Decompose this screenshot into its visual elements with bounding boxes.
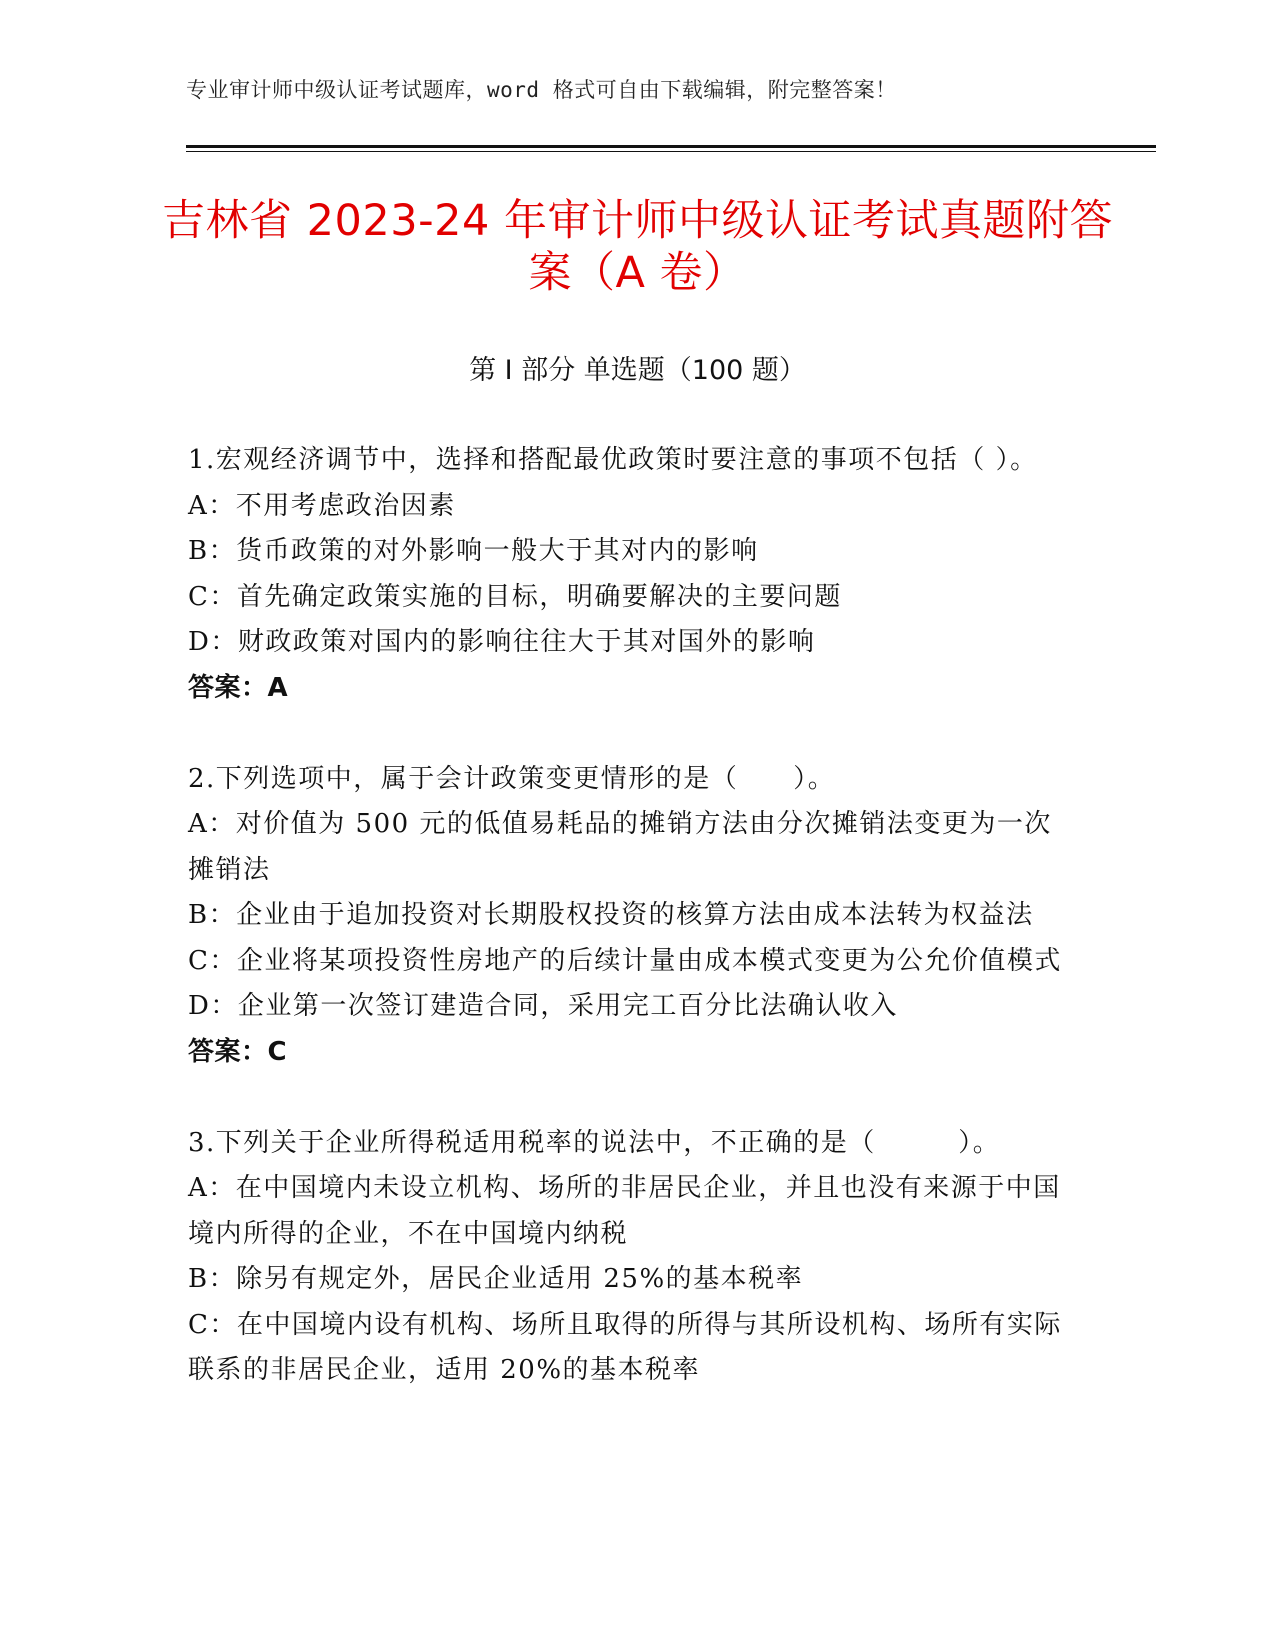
question-option-a: A：不用考虑政治因素 [188,490,456,521]
question-list [188,438,1078,1439]
header-divider-thick [186,145,1156,148]
question-2 [188,757,1078,1076]
question-3 [188,1121,1078,1394]
question-option-d: D：财政政策对国内的影响往往大于其对国外的影响 [188,627,816,657]
question-option-b: B：货币政策的对外影响一般大于其对内的影响 [188,536,759,566]
question-option-a: A：在中国境内未设立机构、场所的非居民企业，并且也没有来源于中国境内所得的企业，不在中国境内纳税 [188,1173,1061,1249]
question-stem: 3.下列关于企业所得税适用税率的说法中，不正确的是（ ）。 [188,1127,1001,1158]
question-stem: 2.下列选项中，属于会计政策变更情形的是（ ）。 [188,763,836,794]
question-option-c: C：企业将某项投资性房地产的后续计量由成本模式变更为公允价值模式 [188,945,1062,976]
question-answer: 答案：A [188,672,289,703]
question-1 [188,438,1078,711]
question-option-c: C：在中国境内设有机构、场所且取得的所得与其所设机构、场所有实际联系的非居民企业，适用 20%的基本税率 [188,1309,1062,1385]
question-option-b: B：除另有规定外，居民企业适用 25%的基本税率 [188,1264,804,1294]
header-divider-thin [186,151,1156,152]
header-note: 专业审计师中级认证考试题库，word 格式可自由下载编辑，附完整答案！ [186,78,897,102]
document-title: 吉林省 2023-24 年审计师中级认证考试真题附答案（A 卷） [161,196,1113,298]
question-answer: 答案：C [188,1036,288,1067]
section-title: 第 I 部分 单选题（100 题） [469,355,806,386]
question-option-a: A：对价值为 500 元的低值易耗品的摊销方法由分次摊销法变更为一次摊销法 [188,809,1052,885]
question-option-b: B：企业由于追加投资对长期股权投资的核算方法由成本法转为权益法 [188,900,1034,930]
question-stem: 1.宏观经济调节中，选择和搭配最优政策时要注意的事项不包括（ ）。 [188,445,1038,475]
question-option-d: D：企业第一次签订建造合同，采用完工百分比法确认收入 [188,991,898,1021]
question-option-c: C：首先确定政策实施的目标，明确要解决的主要问题 [188,581,842,612]
